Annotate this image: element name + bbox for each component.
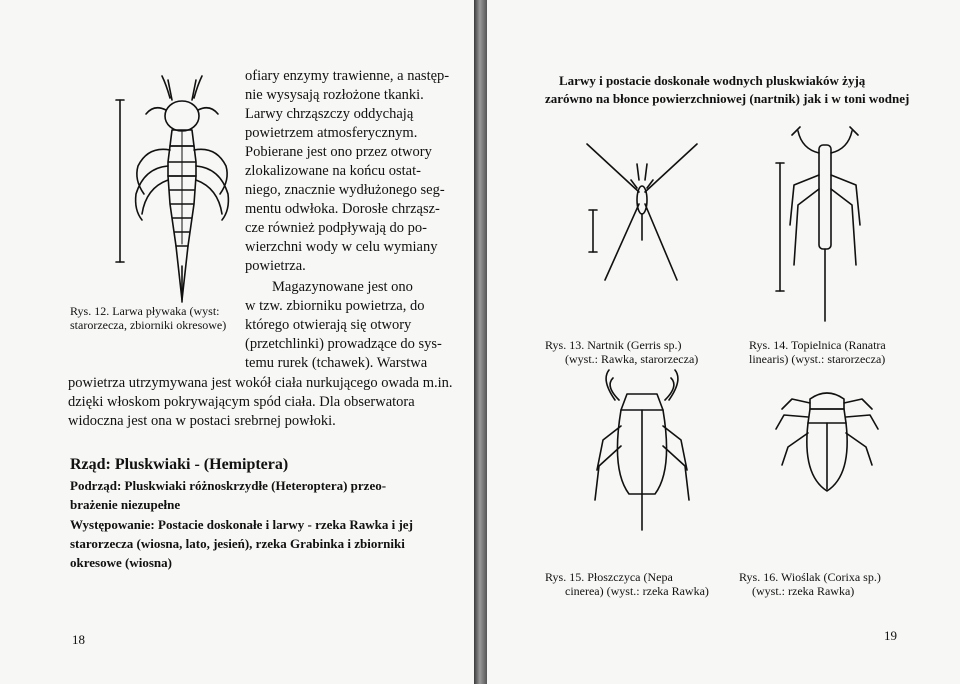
left-page: [0, 0, 474, 684]
text-line: powietrza utrzymywana jest wokół ciała nurkującego owada m.in.: [68, 375, 453, 391]
order-heading: Rząd: Pluskwiaki - (Hemiptera): [70, 456, 289, 473]
suborder-line: [70, 497, 180, 513]
figure-12-larva-drawing: [110, 70, 240, 310]
figure-13-gerris-drawing: [587, 140, 707, 290]
text-line: w tzw. zbiorniku powietrza, do: [245, 298, 425, 314]
text-line: Magazynowane jest ono: [272, 279, 413, 295]
text-line: mentu odwłoka. Dorosłe chrząsz-: [245, 201, 440, 217]
caption-line: linearis) (wyst.: starorzecza): [749, 352, 886, 366]
text-line: wierzchni wody w celu wymiany: [245, 239, 438, 255]
page-number: 19: [884, 628, 897, 643]
suborder-label: Podrząd:: [70, 478, 122, 493]
caption-line: starorzecza, zbiorniki okresowe): [70, 318, 227, 332]
text-line: Pobierane jest ono przez otwory: [245, 144, 432, 160]
text-line: ofiary enzymy trawienne, a następ-: [245, 68, 450, 84]
caption-line: Rys. 15. Płoszczyca (Nepa: [545, 570, 673, 584]
suborder-text: Pluskwiaki różnoskrzydłe (Heteroptera) przeo-: [124, 478, 387, 493]
figure-14-ranatra-drawing: [772, 125, 882, 315]
caption-line: Rys. 12. Larwa pływaka (wyst:: [70, 304, 220, 318]
suborder-text: brażenie niezupełne: [70, 497, 181, 512]
text-line: zlokalizowane na końcu ostat-: [245, 163, 421, 179]
caption-line: Rys. 14. Topielnica (Ranatra: [749, 338, 886, 352]
text-line: którego otwierają się otwory: [245, 317, 412, 333]
caption-line: Rys. 16. Wioślak (Corixa sp.): [739, 570, 881, 584]
occurrence-text: okresowe (wiosna): [70, 555, 172, 570]
text-line: powietrzem atmosferycznym.: [245, 125, 418, 141]
heading-line: Larwy i postacie doskonałe wodnych pluskwiaków żyją: [559, 73, 866, 88]
text-line: cze również podpływają do po-: [245, 220, 427, 236]
suborder-line: [70, 478, 386, 494]
text-line: powietrza.: [245, 258, 306, 274]
figure-16-corixa-drawing: [772, 385, 882, 505]
text-line: Larwy chrząszczy oddychają: [245, 106, 414, 122]
occurrence-text: starorzecza (wiosna, lato, jesień), rzeka Grabinka i zbiorniki: [70, 536, 405, 551]
occurrence-line: [70, 555, 172, 571]
text-line: niego, znacznie wydłużonego seg-: [245, 182, 445, 198]
text-line: temu rurek (tchawek). Warstwa: [245, 355, 428, 371]
occurrence-line: [70, 536, 405, 552]
book-gutter: [474, 0, 487, 684]
caption-line: cinerea) (wyst.: rzeka Rawka): [565, 584, 709, 598]
occurrence-line: [70, 517, 413, 533]
caption-line: Rys. 13. Nartnik (Gerris sp.): [545, 338, 682, 352]
occurrence-label: Występowanie:: [70, 517, 155, 532]
text-line: widoczna jest ona w postaci srebrnej powłoki.: [68, 413, 336, 429]
heading-line: zarówno na błonce powierzchniowej (nartnik) jak i w toni wodnej: [545, 91, 910, 106]
occurrence-text: Postacie doskonałe i larwy - rzeka Rawka i jej: [158, 517, 413, 532]
page-number: 18: [72, 632, 85, 647]
text-line: nie wysysają rozłożone tkanki.: [245, 87, 424, 103]
caption-line: (wyst.: Rawka, starorzecza): [565, 352, 699, 366]
text-line: (przetchlinki) prowadzące do sys-: [245, 336, 442, 352]
caption-line: (wyst.: rzeka Rawka): [752, 584, 855, 598]
right-page: [487, 0, 960, 684]
figure-15-nepa-drawing: [587, 370, 697, 540]
text-line: dzięki włoskom pokrywającym spód ciała. Dla obserwatora: [68, 394, 415, 410]
